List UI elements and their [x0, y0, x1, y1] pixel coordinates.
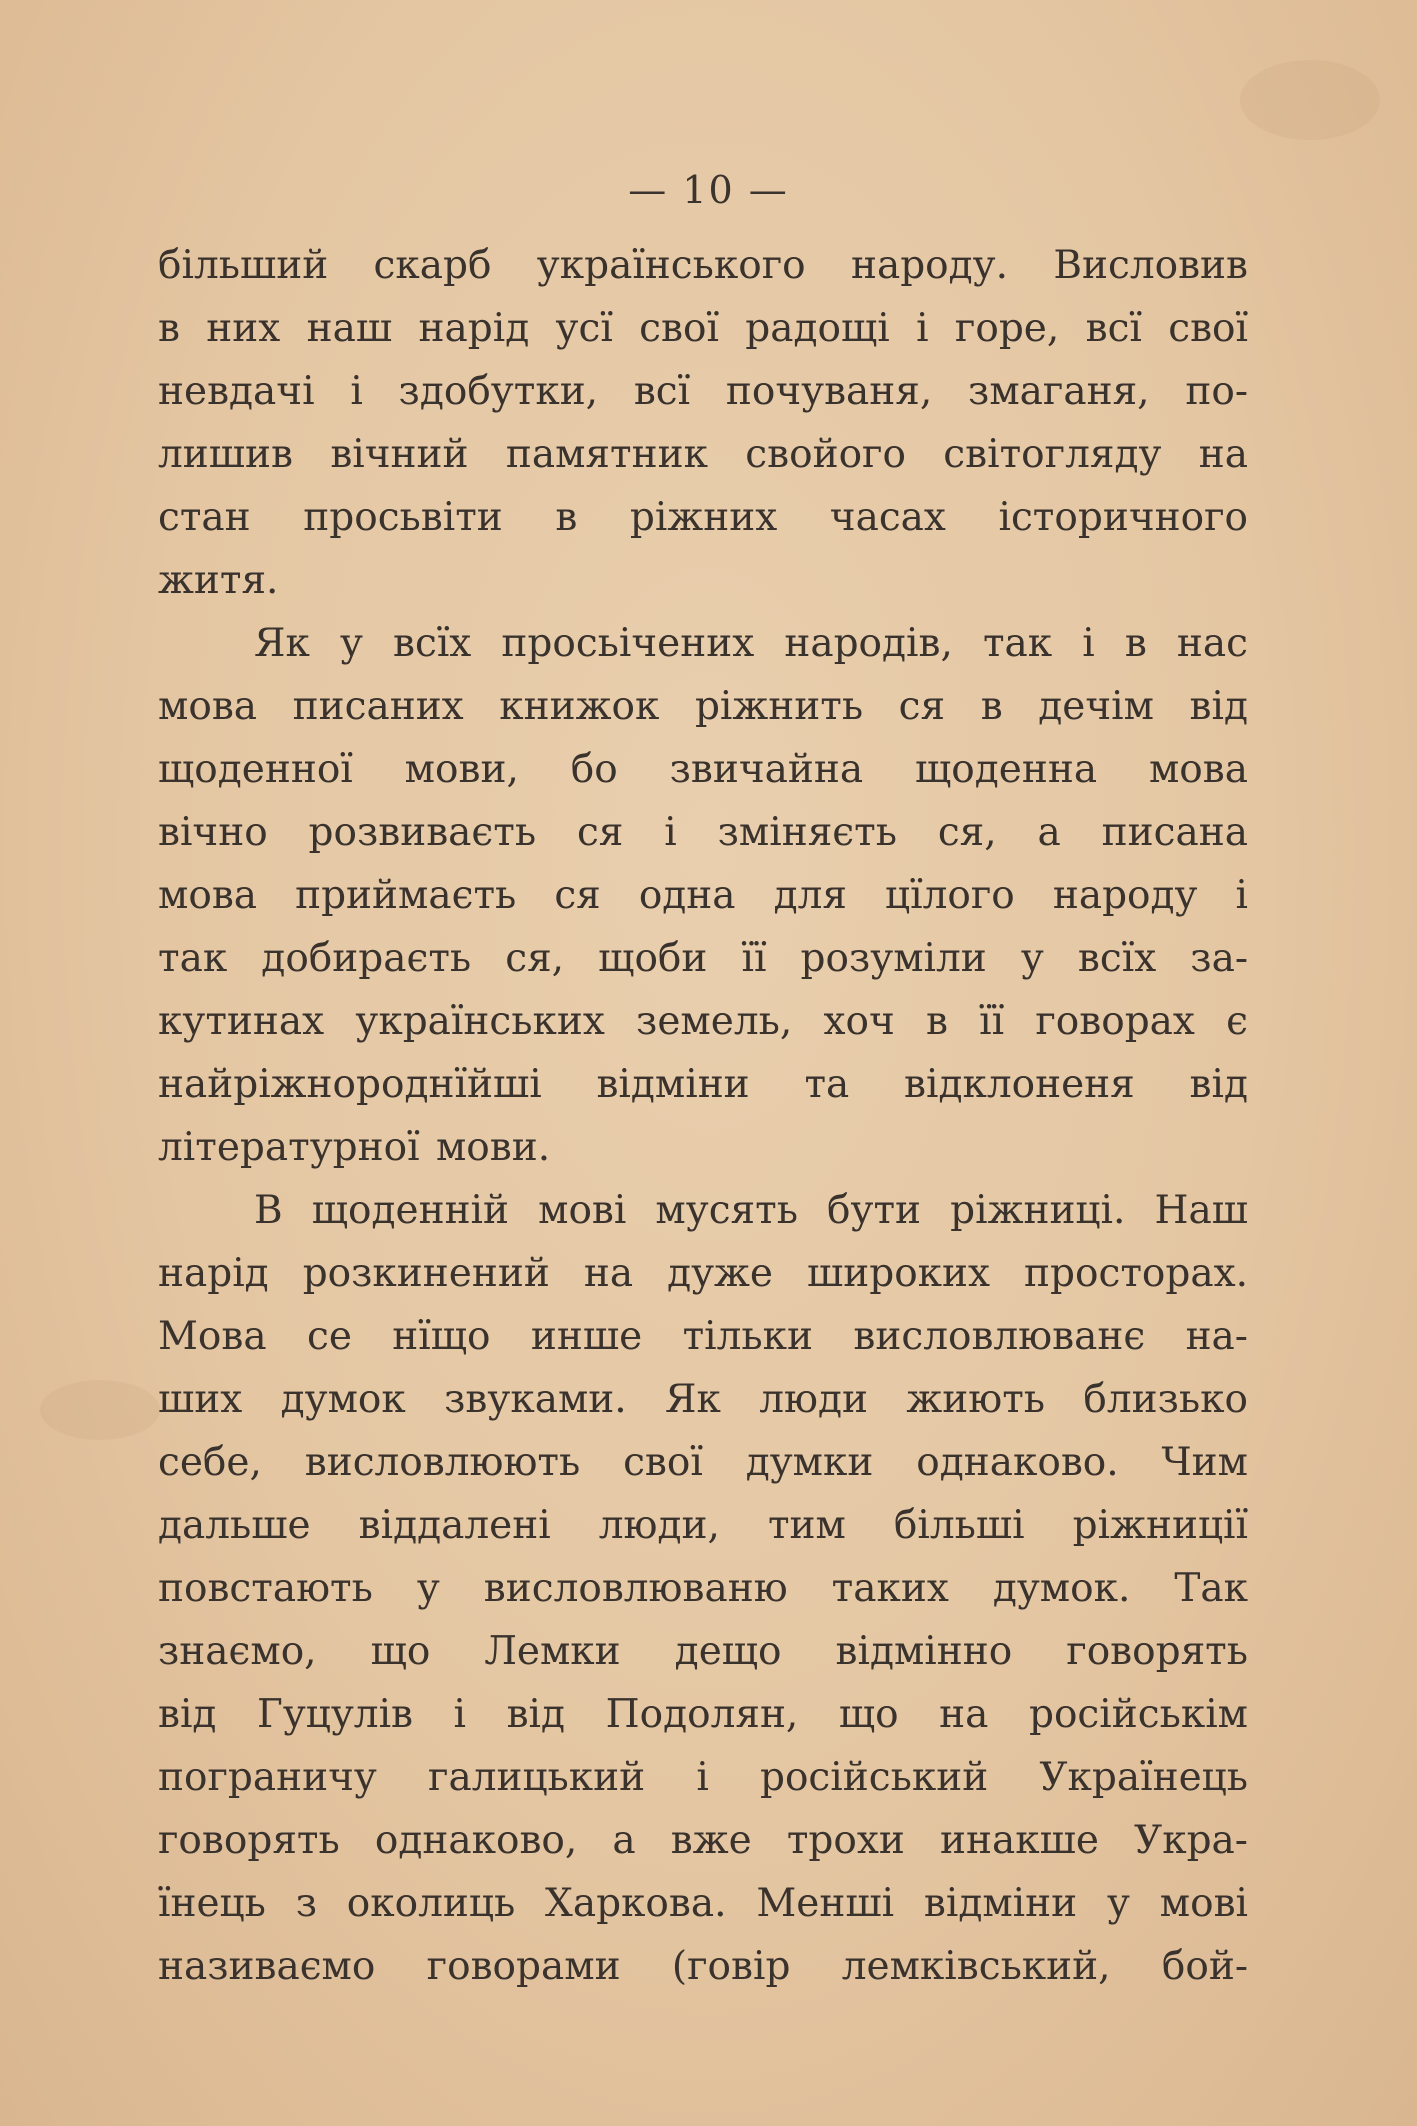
text-line: лишив вічний памятник свойого світогляду на	[158, 432, 1248, 477]
text-line: повстають у висловлюваню таких думок. Так	[158, 1566, 1248, 1611]
text-line: називаємо говорами (говір лемківський, бой-	[158, 1944, 1248, 1989]
text-line: мова писаних книжок ріжнить ся в дечім від	[158, 684, 1248, 729]
paragraph	[158, 612, 1248, 1179]
text-line: так добираєть ся, щоби її розуміли у всїх за-	[158, 936, 1248, 981]
paragraph	[158, 1179, 1248, 1998]
text-line: в них наш нарід усї свої радощі і горе, всї свої	[158, 306, 1248, 351]
text-line: говорять однаково, а вже трохи инакше Укра-	[158, 1818, 1248, 1863]
text-line: знаємо, що Лемки дещо відмінно говорять	[158, 1629, 1248, 1674]
text-line: нарід розкинений на дуже широких просторах.	[158, 1251, 1248, 1296]
text-line: кутинах українських земель, хоч в її говорах є	[158, 999, 1248, 1044]
text-line: житя.	[158, 558, 279, 603]
page-number: — 10 —	[628, 168, 789, 212]
text-line: щоденної мови, бо звичайна щоденна мова	[158, 747, 1248, 792]
text-line: більший скарб українського народу. Висловив	[158, 243, 1248, 288]
text-line: себе, висловлюють свої думки однаково. Чим	[158, 1440, 1248, 1485]
text-line: пограничу галицький і російський Українець	[158, 1755, 1248, 1800]
text-line: Як у всїх просьічених народів, так і в нас	[254, 621, 1248, 666]
text-line: їнець з околиць Харкова. Менші відміни у мові	[158, 1881, 1248, 1926]
text-line: дальше віддалені люди, тим більші ріжниції	[158, 1503, 1248, 1548]
text-line: стан просьвіти в ріжних часах історичного	[158, 495, 1248, 540]
text-line: від Гуцулів і від Подолян, що на російськім	[158, 1692, 1248, 1737]
text-line: вічно розвиваєть ся і зміняєть ся, а писана	[158, 810, 1248, 855]
paragraph	[158, 234, 1248, 612]
text-line: мова приймаєть ся одна для цїлого народу і	[158, 873, 1248, 918]
text-line: В щоденній мові мусять бути ріжниці. Наш	[254, 1188, 1248, 1233]
text-line: невдачі і здобутки, всї почуваня, змаганя, по-	[158, 369, 1248, 414]
text-line: найріжнороднїйші відміни та відклоненя від	[158, 1062, 1248, 1107]
text-line: літературної мови.	[158, 1125, 551, 1170]
paper-stain	[40, 1380, 160, 1440]
text-line: ших думок звуками. Як люди жиють близько	[158, 1377, 1248, 1422]
text-line: Мова се нїщо инше тільки висловлюванє на-	[158, 1314, 1248, 1359]
body-text	[158, 234, 1248, 1998]
paper-stain	[1240, 60, 1380, 140]
